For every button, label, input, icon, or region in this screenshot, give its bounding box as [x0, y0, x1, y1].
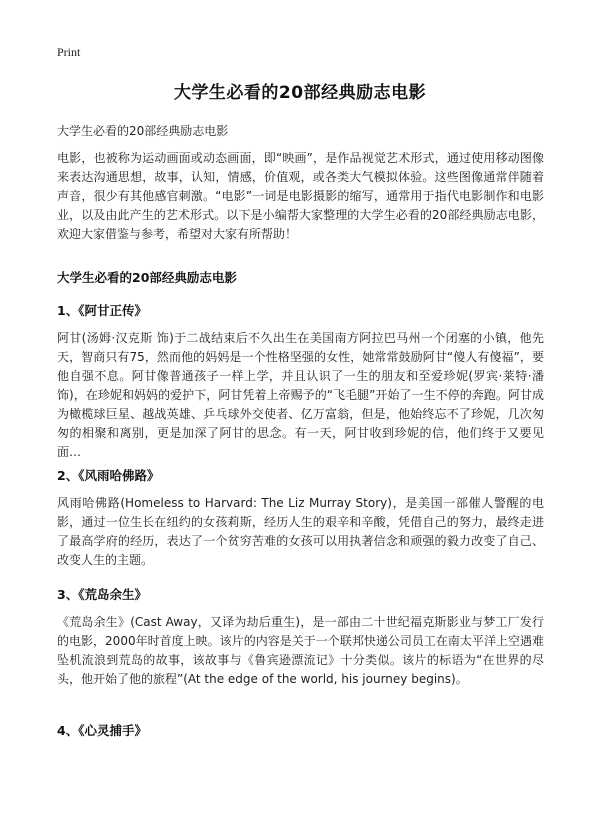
page-subtitle: 大学生必看的20部经典励志电影	[57, 124, 229, 138]
intro-paragraph: 电影，也被称为运动画面或动态画面，即“映画”，是作品视觉艺术形式，通过使用移动图像来表达沟通思想，故事，认知，情感，价值观，或各类大气模拟体验。这些图像通常伴随着声音，很少有其他感官刺激。“电影”一词是电影摄影的缩写，通常用于指代电影制作和电影业，以及由此产生的艺术形式。以下是小编帮大家整理的大学生必看的20部经典励志电影，欢迎大家借鉴与参考，希望对大家有所帮助！	[57, 151, 544, 241]
movie-text-2: 风雨哈佛路(Homeless to Harvard: The Liz Murray Story)，是美国一部催人警醒的电影，通过一位生长在纽约的女孩莉斯，经历人生的艰辛和辛酸，凭借自己的努力，最终走进了最高学府的经历，表达了一个贫穷苦难的女孩可以用执著信念和顽强的毅力改变了自己、改变人生的主题。	[57, 496, 544, 567]
print-link[interactable]: Print	[57, 45, 81, 59]
movie-heading-1: 1、《阿甘正传》	[57, 303, 147, 318]
page-title: 大学生必看的20部经典励志电影	[173, 83, 427, 103]
movie-text-3: 《荒岛余生》(Cast Away，又译为劫后重生)，是一部由二十世纪福克斯影业与梦工厂发行的电影，2000年时首度上映。该片的内容是关于一个联邦快递公司员工在南太平洋上空遇难坠机流浪到荒岛的故事，该故事与《鲁宾逊漂流记》十分类似。该片的标语为“在世界的尽头，他开始了他的旅程”(At the edge of the world, his journey begins)。	[57, 615, 544, 686]
movie-heading-2: 2、《风雨哈佛路》	[57, 468, 160, 483]
movie-text-1: 阿甘(汤姆·汉克斯 饰)于二战结束后不久出生在美国南方阿拉巴马州一个闭塞的小镇，他先天，智商只有75，然而他的妈妈是一个性格坚强的女性，她常常鼓励阿甘“傻人有傻福”，要他自强不息。阿甘像普通孩子一样上学，并且认识了一生的朋友和至爱珍妮(罗宾·莱特·潘 饰)，在珍妮和妈妈的爱护下，阿甘凭着上帝赐予的“飞毛腿”开始了一生不停的奔跑。阿甘成为橄榄球巨星、越战英雄、乒乓球外交使者、亿万富翁，但是，他始终忘不了珍妮，几次匆匆的相聚和离别，更是加深了阿甘的思念。有一天，阿甘收到珍妮的信，他们终于又要见面…	[57, 331, 544, 459]
section-title: 大学生必看的20部经典励志电影	[57, 270, 237, 285]
movie-heading-3: 3、《荒岛余生》	[57, 587, 147, 602]
movie-heading-4: 4、《心灵捕手》	[57, 723, 147, 738]
